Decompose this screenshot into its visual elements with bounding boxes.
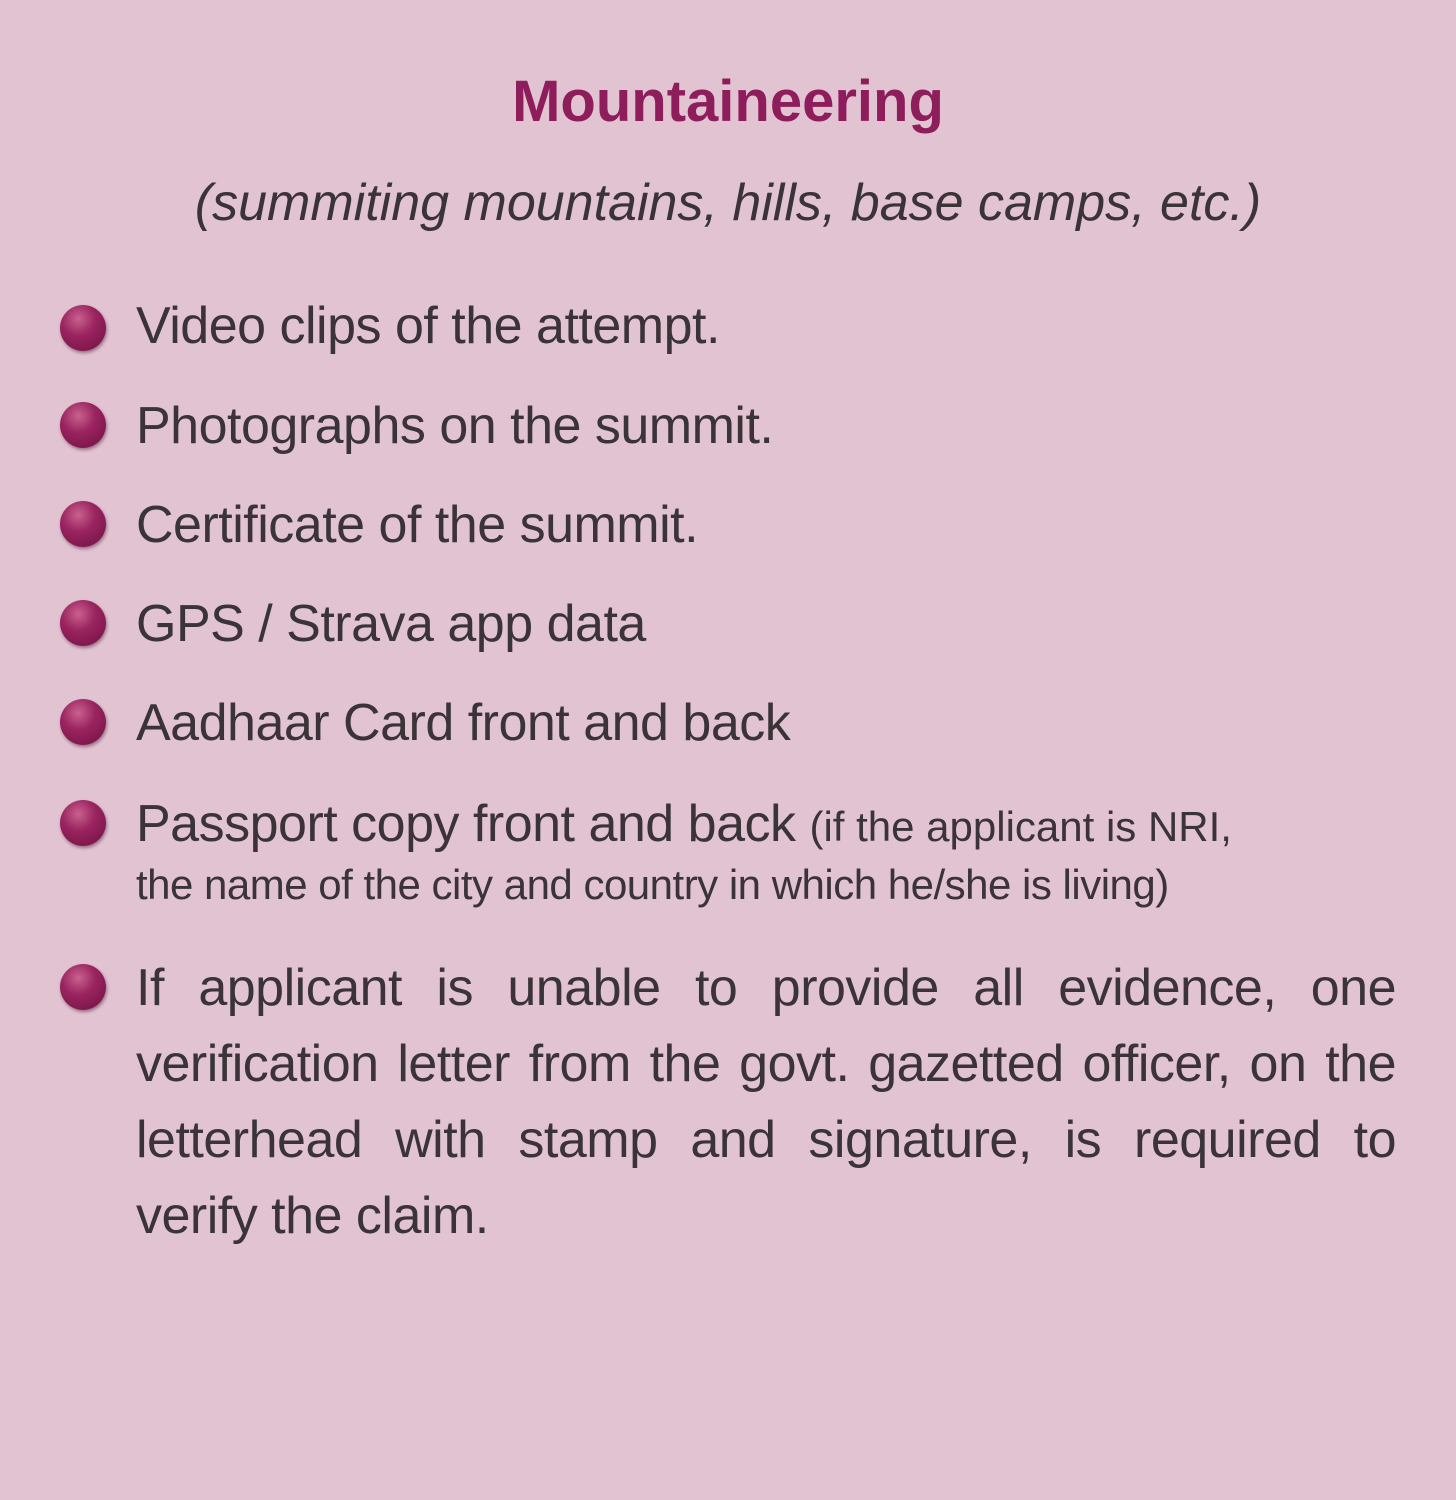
bullet-icon <box>60 402 106 448</box>
passport-item-note-end: the name of the city and country in which he/she is living) <box>136 861 1169 908</box>
list-item-text: If applicant is unable to provide all evidence, one verification letter from the govt. gazetted officer, on the letterhead with stamp and signature, is required to verify the claim. <box>136 959 1396 1245</box>
bullet-icon <box>60 305 106 351</box>
page-subtitle: (summiting mountains, hills, base camps, etc.) <box>194 174 1262 232</box>
passport-item-note-start: (if the applicant is NRI, <box>809 803 1232 850</box>
bullet-icon <box>60 501 106 547</box>
list-item-text: Photographs on the summit. <box>136 397 774 455</box>
bullet-icon <box>60 600 106 646</box>
bullet-icon <box>60 800 106 846</box>
list-item-text: Video clips of the attempt. <box>136 297 720 355</box>
list-item-text <box>136 786 1396 913</box>
list-item-text: Aadhaar Card front and back <box>136 694 791 752</box>
list-item-text: Certificate of the summit. <box>136 496 699 554</box>
page-title: Mountaineering <box>512 69 944 134</box>
passport-item-text: Passport copy front and back <box>136 795 796 853</box>
bullet-icon <box>60 964 106 1010</box>
list-item-text: GPS / Strava app data <box>136 595 646 653</box>
bullet-icon <box>60 699 106 745</box>
